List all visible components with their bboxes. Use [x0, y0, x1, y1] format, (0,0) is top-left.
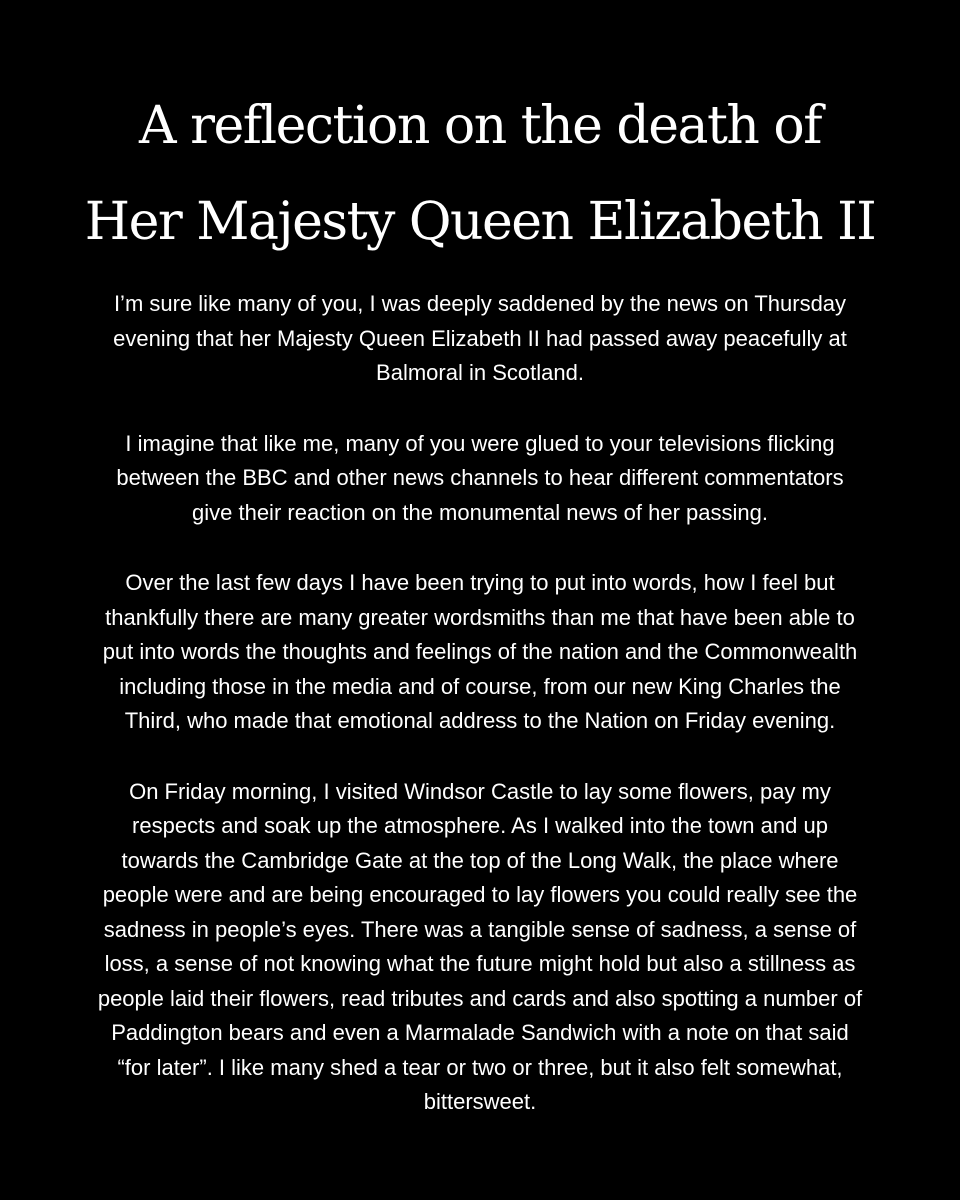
text-line: Third, who made that emotional address to the Nation on Friday evening. — [124, 708, 836, 733]
paragraph-1 — [30, 287, 930, 391]
paragraph-3 — [30, 566, 930, 739]
text-line: “for later”. I like many shed a tear or two or three, but it also felt somewhat, — [117, 1054, 843, 1080]
text-line: respects and soak up the atmosphere. As I walked into the town and up — [132, 813, 828, 838]
text-line: sadness in people’s eyes. There was a tangible sense of sadness, a sense of — [103, 916, 857, 942]
article-body — [30, 287, 930, 1156]
text-line: people laid their flowers, read tributes and cards and also spotting a number of — [97, 985, 863, 1011]
text-line: between the BBC and other news channels to hear different commentators — [116, 465, 844, 490]
paragraph-2 — [30, 427, 930, 531]
text-line: Paddington bears and even a Marmalade Sandwich with a note on that said — [111, 1020, 849, 1045]
page-title — [40, 78, 920, 270]
text-line: people were and are being encouraged to lay flowers you could really see the — [102, 882, 858, 907]
text-line: bittersweet. — [423, 1089, 537, 1114]
text-line: put into words the thoughts and feelings of the nation and the Commonwealth — [102, 639, 858, 664]
text-line: give their reaction on the monumental news of her passing. — [192, 499, 768, 525]
text-line: evening that her Majesty Queen Elizabeth II had passed away peacefully at — [113, 325, 847, 351]
text-line: towards the Cambridge Gate at the top of the Long Walk, the place where — [121, 847, 839, 873]
text-line: thankfully there are many greater wordsmiths than me that have been able to — [105, 604, 855, 630]
title-line: A reflection on the death of — [139, 96, 821, 156]
text-line: I’m sure like many of you, I was deeply saddened by the news on Thursday — [113, 291, 847, 316]
text-line: On Friday morning, I visited Windsor Castle to lay some flowers, pay my — [129, 778, 831, 804]
paragraph-4 — [30, 775, 930, 1120]
text-line: loss, a sense of not knowing what the future might hold but also a stillness as — [104, 951, 856, 976]
text-line: I imagine that like me, many of you were glued to your televisions flicking — [125, 430, 835, 456]
text-line: including those in the media and of course, from our new King Charles the — [119, 673, 841, 699]
text-line: Over the last few days I have been trying to put into words, how I feel but — [125, 570, 835, 595]
title-line: Her Majesty Queen Elizabeth II — [84, 192, 876, 252]
text-line: Balmoral in Scotland. — [376, 360, 584, 385]
